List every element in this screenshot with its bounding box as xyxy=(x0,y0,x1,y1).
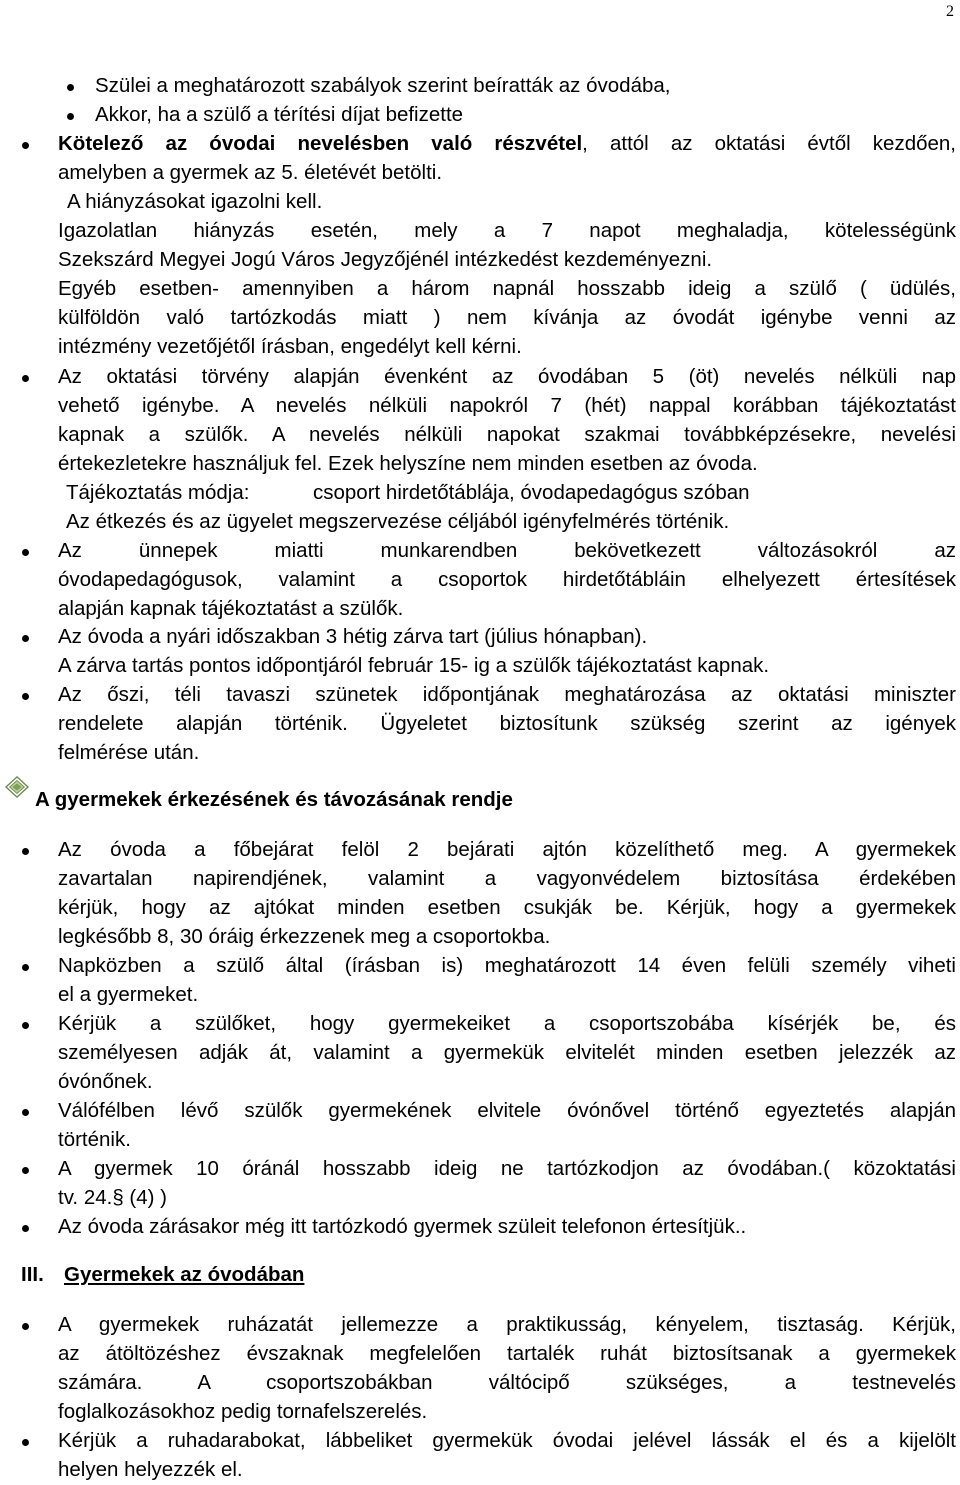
text-line xyxy=(0,450,960,479)
list-item xyxy=(0,1213,960,1242)
list-item-text: A gyermek 10 óránál hosszabb ideig ne tartózkodjon az óvodában.( közoktatási xyxy=(58,1157,956,1180)
list-item-text: számára. A csoportszobákban váltócipő szükséges, a testnevelés xyxy=(58,1371,956,1394)
bullet-icon xyxy=(22,549,29,556)
list-item xyxy=(0,1097,960,1155)
text-line xyxy=(0,652,960,681)
bullet-icon xyxy=(67,113,74,120)
mandatory-attendance-rest: , attól az oktatási évtől kezdően, xyxy=(582,132,956,155)
text-line xyxy=(0,188,960,217)
list-item-text: felmérése után. xyxy=(58,741,200,764)
list-item-text: amelyben a gyermek az 5. életévét betölti. xyxy=(58,161,443,184)
list-item-text: Kérjük a szülőket, hogy gyermekeiket a csoportszobába kísérjék be, és xyxy=(58,1012,956,1035)
other-case-text: intézmény vezetőjétől írásban, engedélyt kell kérni. xyxy=(58,335,522,358)
absence-text: A hiányzásokat igazolni kell. xyxy=(67,190,323,213)
bullet-icon xyxy=(22,635,29,642)
list-item-text: Az óvoda zárásakor még itt tartózkodó gyermek szüleit telefonon értesítjük.. xyxy=(58,1215,747,1238)
info-method-value: csoport hirdetőtáblája, óvodapedagógus szóban xyxy=(313,481,750,504)
arrival-list xyxy=(0,836,960,1242)
list-item-text: óvodapedagógusok, valamint a csoportok hirdetőtábláin elhelyezett értesítések xyxy=(58,568,956,591)
text-line xyxy=(0,479,960,508)
summer-closure xyxy=(0,623,960,681)
list-item xyxy=(0,681,960,710)
page-number: 2 xyxy=(946,3,954,20)
text-line xyxy=(0,595,960,624)
list-item-text: kapnak a szülők. A nevelés nélküli napokat szakmai továbbképzésekre, nevelési xyxy=(58,423,956,446)
list-item-text: Szülei a meghatározott szabályok szerint beíratták az óvodába, xyxy=(95,74,671,97)
list-item xyxy=(0,130,960,159)
bullet-icon xyxy=(22,693,29,700)
list-item xyxy=(0,101,960,130)
unexcused-absence-text: Szekszárd Megyei Jogú Város Jegyzőjénél intézkedést kezdeményezni. xyxy=(58,248,713,271)
section-numeral: III. xyxy=(21,1263,44,1286)
arrival-heading: A gyermekek érkezésének és távozásának rendje xyxy=(35,788,513,811)
clothing-list xyxy=(0,1311,960,1485)
other-case-text: külföldön való tartózkodás miatt ) nem kívánja az óvodát igénybe venni az xyxy=(58,306,956,329)
text-line xyxy=(0,739,960,768)
other-case-text: Egyéb esetben- amennyiben a három napnál hosszabb ideig a szülő ( üdülés, xyxy=(58,277,956,300)
list-item-text: helyen helyezzék el. xyxy=(58,1458,243,1481)
list-item-text: legkésőbb 8, 30 óráig érkezzenek meg a csoportokba. xyxy=(58,925,551,948)
list-item-text xyxy=(58,130,956,159)
text-line xyxy=(0,566,960,595)
non-teaching-days xyxy=(0,363,960,537)
list-item-text: Az őszi, téli tavaszi szünetek időpontjának meghatározása az oktatási miniszter xyxy=(58,683,956,706)
text-line xyxy=(0,217,960,246)
enrollment-conditions xyxy=(0,72,960,362)
arrival-heading-row xyxy=(0,786,960,816)
list-item-text: Kérjük a ruhadarabokat, lábbeliket gyermekük óvodai jelével lássák el és a kijelölt xyxy=(58,1429,956,1452)
text-line xyxy=(0,333,960,362)
bullet-icon xyxy=(67,84,74,91)
text-line xyxy=(0,508,960,537)
text-line xyxy=(0,275,960,304)
list-item-text: alapján kapnak tájékoztatást a szülők. xyxy=(58,597,404,620)
list-item-text: Napközben a szülő által (írásban is) meghatározott 14 éven felüli személy viheti xyxy=(58,954,956,977)
list-item-text: értekezletekre használjuk fel. Ezek helyszíne nem minden esetben az óvoda. xyxy=(58,452,758,475)
bullet-icon xyxy=(22,142,29,149)
list-item-text: Az óvoda a nyári időszakban 3 hétig zárva tart (július hónapban). xyxy=(58,625,648,648)
list-item-text: el a gyermeket. xyxy=(58,983,199,1006)
list-item xyxy=(0,363,960,392)
list-item-text: kérjük, hogy az ajtókat minden esetben csukják be. Kérjük, hogy a gyermekek xyxy=(58,896,956,919)
list-item-text: vehető igénybe. A nevelés nélküli napokról 7 (hét) nappal korábban tájékoztatást xyxy=(58,394,956,417)
list-item xyxy=(0,1155,960,1213)
list-item xyxy=(0,952,960,1010)
list-item-text: az átöltözéshez évszaknak megfelelően tartalék ruhát biztosítsanak a gyermekek xyxy=(58,1342,956,1365)
list-item-text: Az étkezés és az ügyelet megszervezése céljából igényfelmérés történik. xyxy=(66,510,730,533)
list-item xyxy=(0,623,960,652)
bullet-icon xyxy=(22,375,29,382)
list-item-text: Az oktatási törvény alapján évenként az óvodában 5 (öt) nevelés nélküli nap xyxy=(58,365,956,388)
list-item-text: foglalkozásokhoz pedig tornafelszerelés. xyxy=(58,1400,428,1423)
list-item xyxy=(0,1311,960,1427)
list-item-text: zavartalan napirendjének, valamint a vagyonvédelem biztosítása érdekében xyxy=(58,867,956,890)
list-item-text: rendelete alapján történik. Ügyeletet biztosítunk szükség szerint az igények xyxy=(58,712,956,735)
school-breaks xyxy=(0,681,960,768)
list-item-text: Az ünnepek miatti munkarendben bekövetkezett változásokról az xyxy=(58,539,956,562)
list-item-text: tv. 24.§ (4) ) xyxy=(58,1186,167,1209)
unexcused-absence-text: Igazolatlan hiányzás esetén, mely a 7 napot meghaladja, kötelességünk xyxy=(58,219,956,242)
list-item-text: Az óvoda a főbejárat felöl 2 bejárati ajtón közelíthető meg. A gyermekek xyxy=(58,838,956,861)
info-method-label: Tájékoztatás módja: xyxy=(66,481,250,504)
section-heading xyxy=(0,1261,960,1291)
list-item-text: történik. xyxy=(58,1128,131,1151)
list-item-text: Válófélben lévő szülők gyermekének elvitele óvónővel történő egyeztetés alapján xyxy=(58,1099,956,1122)
list-item-text: A zárva tartás pontos időpontjáról február 15- ig a szülők tájékoztatást kapnak. xyxy=(58,654,770,677)
list-item-text: A gyermekek ruházatát jellemezze a praktikusság, kényelem, tisztaság. Kérjük, xyxy=(58,1313,956,1336)
section-title-text: Gyermekek az óvodában xyxy=(64,1263,305,1286)
list-item xyxy=(0,1427,960,1485)
section-title xyxy=(64,1261,304,1290)
list-item xyxy=(0,72,960,101)
text-line xyxy=(0,710,960,739)
text-line xyxy=(0,392,960,421)
diamond-bullet-icon xyxy=(5,776,29,798)
text-line xyxy=(0,246,960,275)
mandatory-attendance-bold: Kötelező az óvodai nevelésben való részvétel xyxy=(58,132,583,155)
holiday-schedule xyxy=(0,537,960,624)
list-item xyxy=(0,836,960,952)
list-item xyxy=(0,537,960,566)
text-line xyxy=(0,421,960,450)
list-item xyxy=(0,1010,960,1097)
list-item-text: személyesen adják át, valamint a gyermekük elvitelét minden esetben jelezzék az xyxy=(58,1041,956,1064)
text-line xyxy=(0,159,960,188)
list-item-text: Akkor, ha a szülő a térítési díjat befizette xyxy=(95,103,464,126)
list-item-text: óvónőnek. xyxy=(58,1070,153,1093)
text-line xyxy=(0,304,960,333)
